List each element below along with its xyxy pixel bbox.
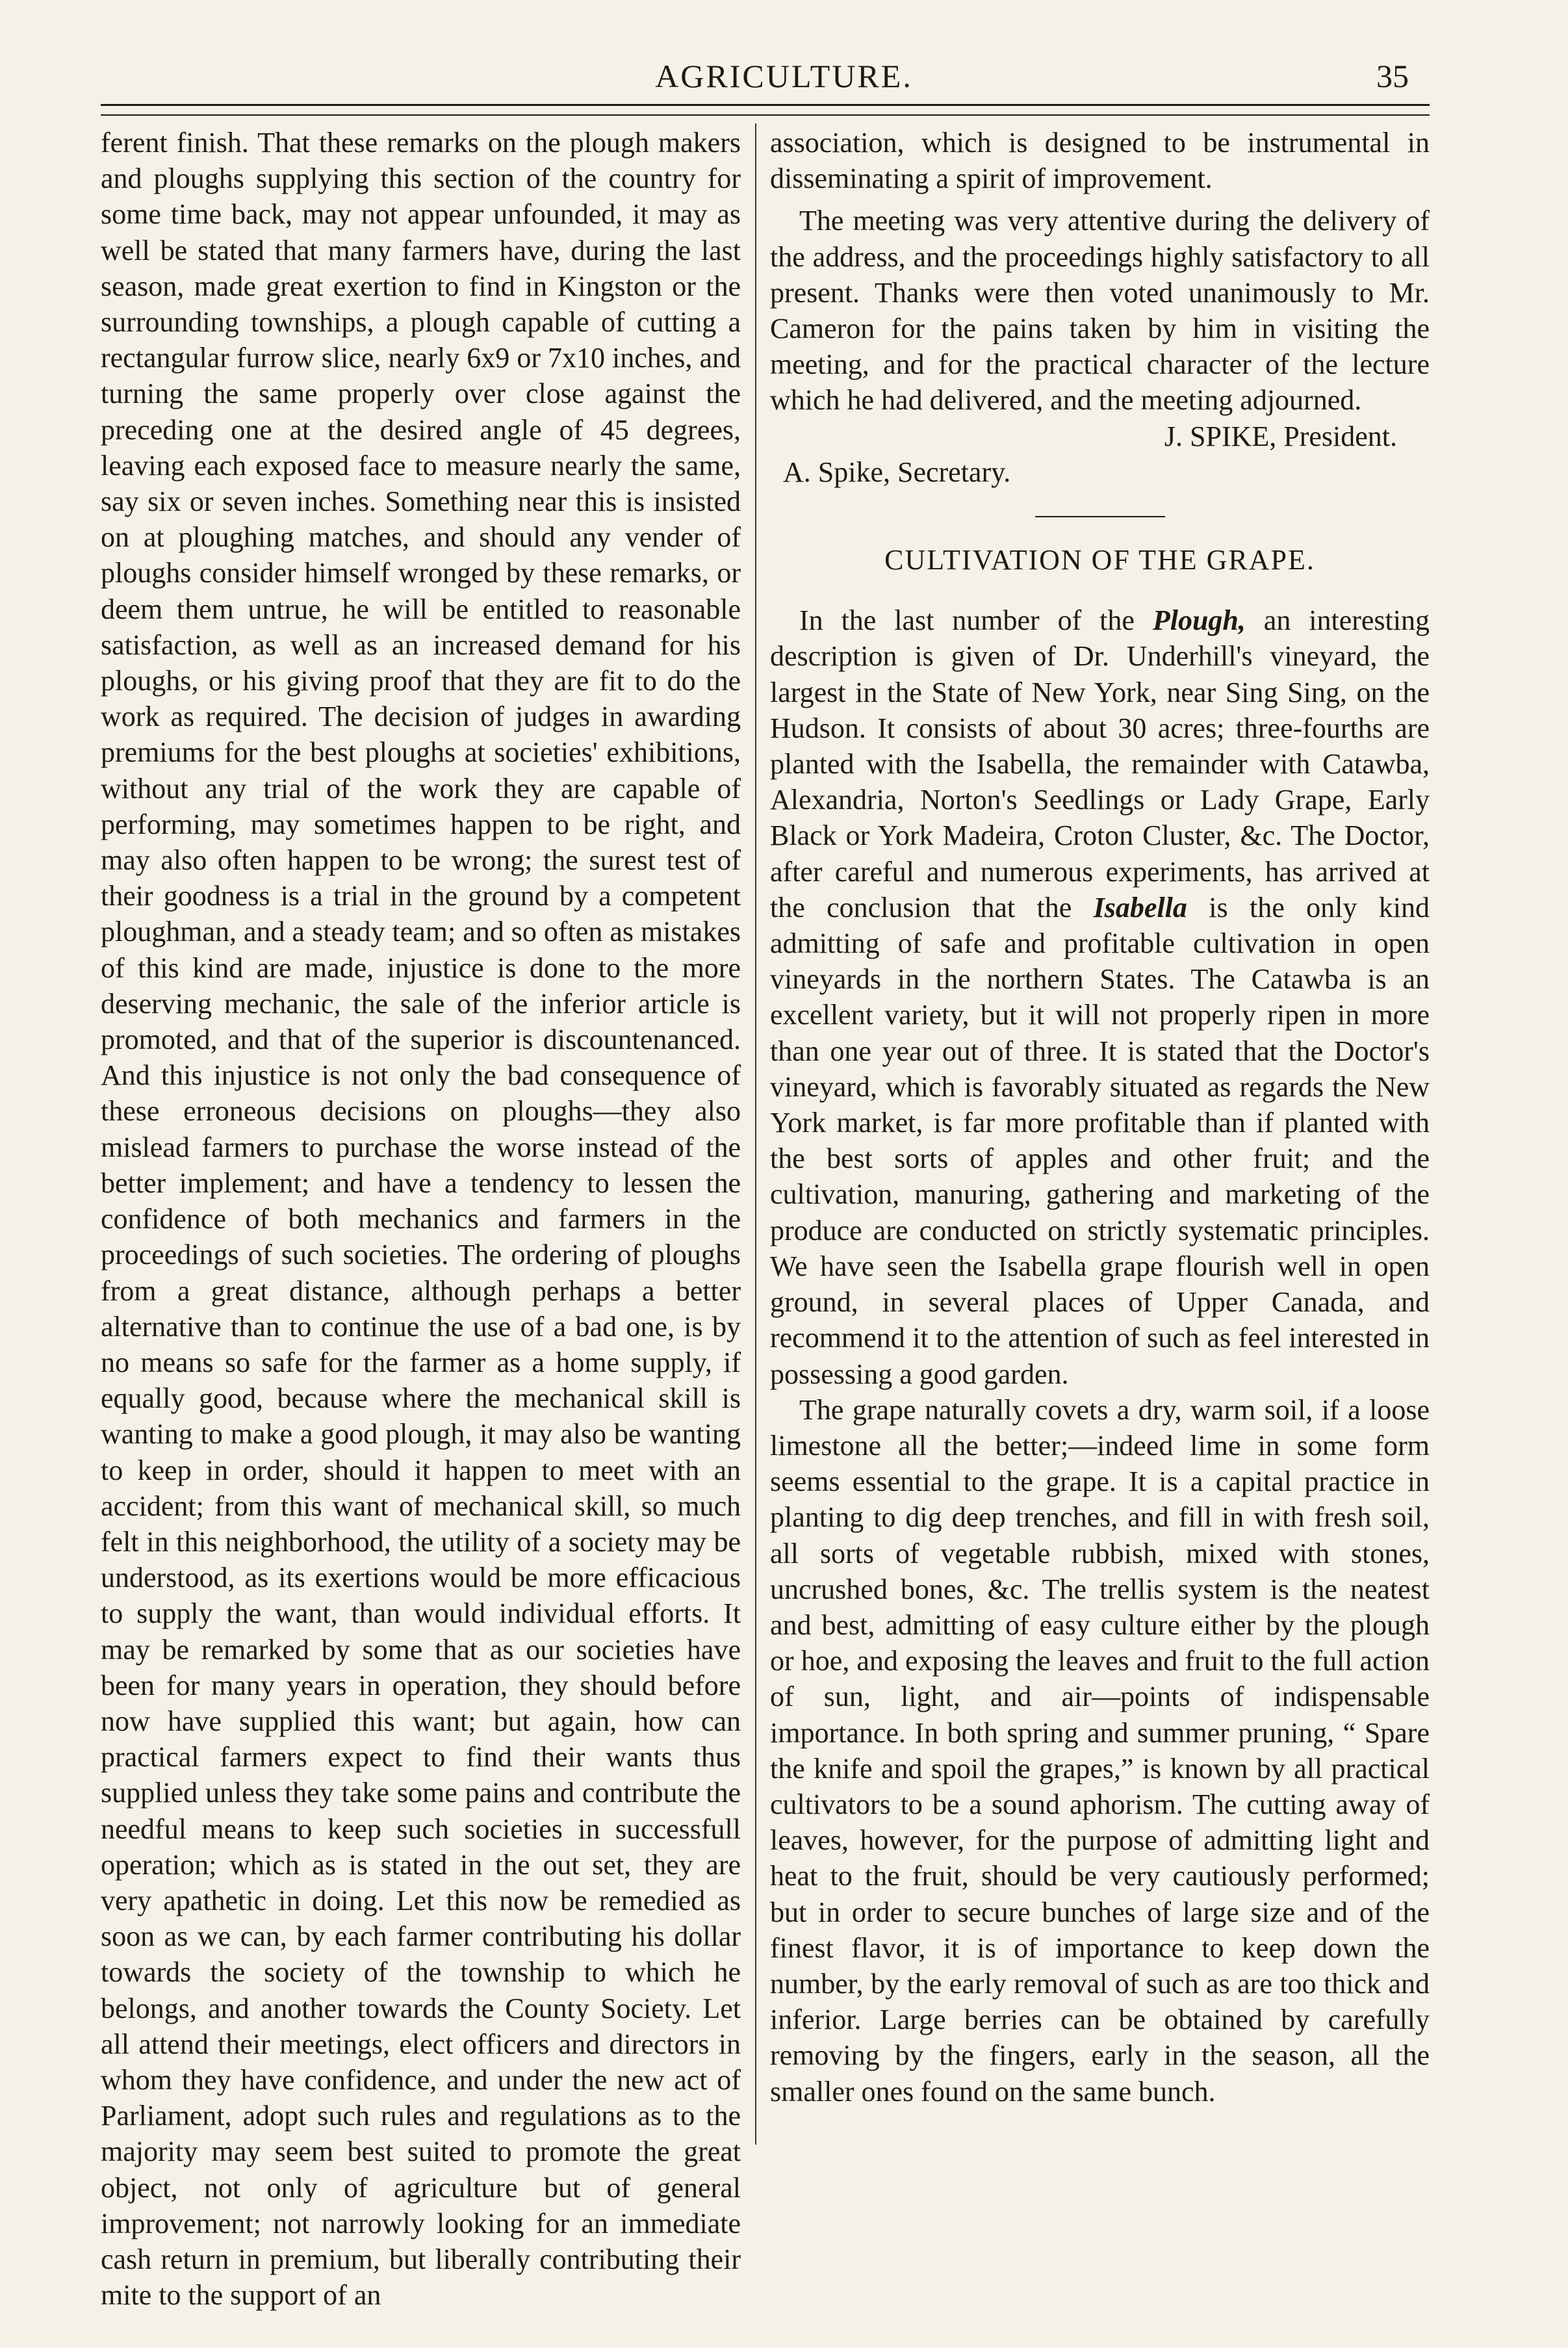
- column-divider: [755, 123, 756, 2145]
- right-column: [770, 125, 1430, 2109]
- section-separator: [1035, 516, 1165, 517]
- header-rule-thin: [101, 114, 1430, 116]
- running-header: AGRICULTURE.: [655, 58, 913, 94]
- continuation-text: association, which is designed to be instrumental in disseminating a spirit of improvement.: [770, 127, 1430, 195]
- grape-p1-text-c: is the only kind admitting of safe and profitable cultivation in open vineyards in the northern States. The Catawba is an excellent variety, but it will not properly ripen in more than one year out of three. It is stated that the Doctor's vineyard, which is favorably situated as regards the New York market, is far more profitable than if planted with the best sorts of apples and other fruit; and the cultivation, manuring, gathering and marketing of the produce are conducted on strictly systematic principles. We have seen the Isabella grape flourish well in open ground, in several places of Upper Canada, and recommend it to the attention of such as feel interested in possessing a good garden.: [770, 891, 1430, 1390]
- header-rule: [101, 104, 1430, 106]
- grape-paragraph-2: The grape naturally covets a dry, warm soil, if a loose limestone all the better;—indeed lime in some form seems essential to the grape. It is a capital practice in planting to dig deep trenches, and fill in with fresh soil, all sorts of vegetable rubbish, mixed with stones, uncrushed bones, &c. The trellis system is the neatest and best, admitting of easy culture either by the plough or hoe, and exposing the leaves and fruit to the full action of sun, light, and air—points of indispensable importance. In both spring and summer pruning, “ Spare the knife and spoil the grapes,” is known by all practical cultivators to be a sound aphorism. The cutting away of leaves, however, for the purpose of admitting light and heat to the fruit, should be very cautiously performed; but in order to secure bunches of large size and of the finest flavor, it is of importance to keep down the number, by the early removal of such as are too thick and inferior. Large berries can be obtained by carefully removing by the fingers, early in the season, all the smaller ones found on the same bunch.: [770, 1393, 1430, 2108]
- page-number: 35: [1376, 58, 1409, 94]
- isabella-emphasis: Isabella: [1093, 891, 1187, 923]
- meeting-paragraph: The meeting was very attentive during the delivery of the address, and the proceedings highly satisfactory to all present. Thanks were then voted unanimously to Mr. Cameron for the pains taken by him in visiting the meeting, and for the practical character of the lecture which he had delivered, and the meeting adjourned.: [770, 205, 1430, 417]
- grape-paragraph-1: [770, 602, 1430, 1391]
- left-column: [101, 125, 741, 2313]
- section-title: CULTIVATION OF THE GRAPE.: [884, 544, 1315, 576]
- secretary-signature: A. Spike, Secretary.: [783, 456, 1011, 488]
- president-signature: J. SPIKE, President.: [1164, 420, 1397, 452]
- grape-p1-text-b: an interesting description is given of Dr. Underhill's vineyard, the largest in the State of New York, near Sing Sing, on the Hudson. It consists of about 30 acres; three-fourths are planted with the Isabella, the remainder with Catawba, Alexandria, Norton's Seedlings or Lady Grape, Early Black or York Madeira, Croton Cluster, &c. The Doctor, after careful and numerous experiments, has arrived at the conclusion that the: [770, 604, 1430, 923]
- plough-title: Plough,: [1152, 604, 1246, 637]
- plough-article-text: ferent finish. That these remarks on the plough makers and ploughs supplying this section of the country for some time back, may not appear unfounded, it may as well be stated that many farmers have, during the last season, made great exertion to find in Kingston or the surrounding townships, a plough capable of cutting a rectangular furrow slice, nearly 6x9 or 7x10 inches, and turning the same properly over close against the preceding one at the desired angle of 45 degrees, leaving each exposed face to measure nearly the same, say six or seven inches. Something near this is insisted on at ploughing matches, and should any vender of ploughs consider himself wronged by these remarks, or deem them untrue, he will be entitled to reasonable satisfaction, as well as an increased demand for his ploughs, or his giving proof that they are fit to do the work as required. The decision of judges in awarding premiums for the best ploughs at societies' exhibitions, without any trial of the work they are capable of performing, may sometimes happen to be right, and may also often happen to be wrong; the surest test of their goodness is a trial in the ground by a competent ploughman, and a steady team; and so often as mistakes of this kind are made, injustice is done to the more deserving mechanic, the sale of the inferior article is promoted, and that of the superior is discountenanced. And this injustice is not only the bad consequence of these erroneous decisions on ploughs—they also mislead farmers to purchase the worse instead of the better implement; and have a tendency to lessen the confidence of both mechanics and farmers in the proceedings of such societies. The ordering of ploughs from a great distance, although perhaps a better alternative than to continue the use of a bad one, is by no means so safe for the farmer as a home supply, if equally good, because where the mechanical skill is wanting to make a good plough, it may also be wanting to keep in order, should it happen to meet with an accident; from this want of mechanical skill, so much felt in this neighborhood, the utility of a society may be understood, as its exertions would be more efficacious to supply the want, than would individual efforts. It may be remarked by some that as our societies have been for many years in operation, they should before now have supplied this want; but again, how can practical farmers expect to find their wants thus supplied unless they take some pains and contribute the needful means to keep such societies in successfull operation; which as is stated in the out set, they are very apathetic in doing. Let this now be remedied as soon as we can, by each farmer contributing his dollar towards the society of the township to which he belongs, and another towards the County Society. Let all attend their meetings, elect officers and directors in whom they have confidence, and under the new act of Parliament, adopt such rules and regulations as to the majority may seem best suited to promote the great object, not only of agriculture but of general improvement; not narrowly looking for an immediate cash return in premium, but liberally contributing their mite to the support of an: [101, 127, 741, 2312]
- grape-p1-text-a: In the last number of the: [799, 604, 1153, 637]
